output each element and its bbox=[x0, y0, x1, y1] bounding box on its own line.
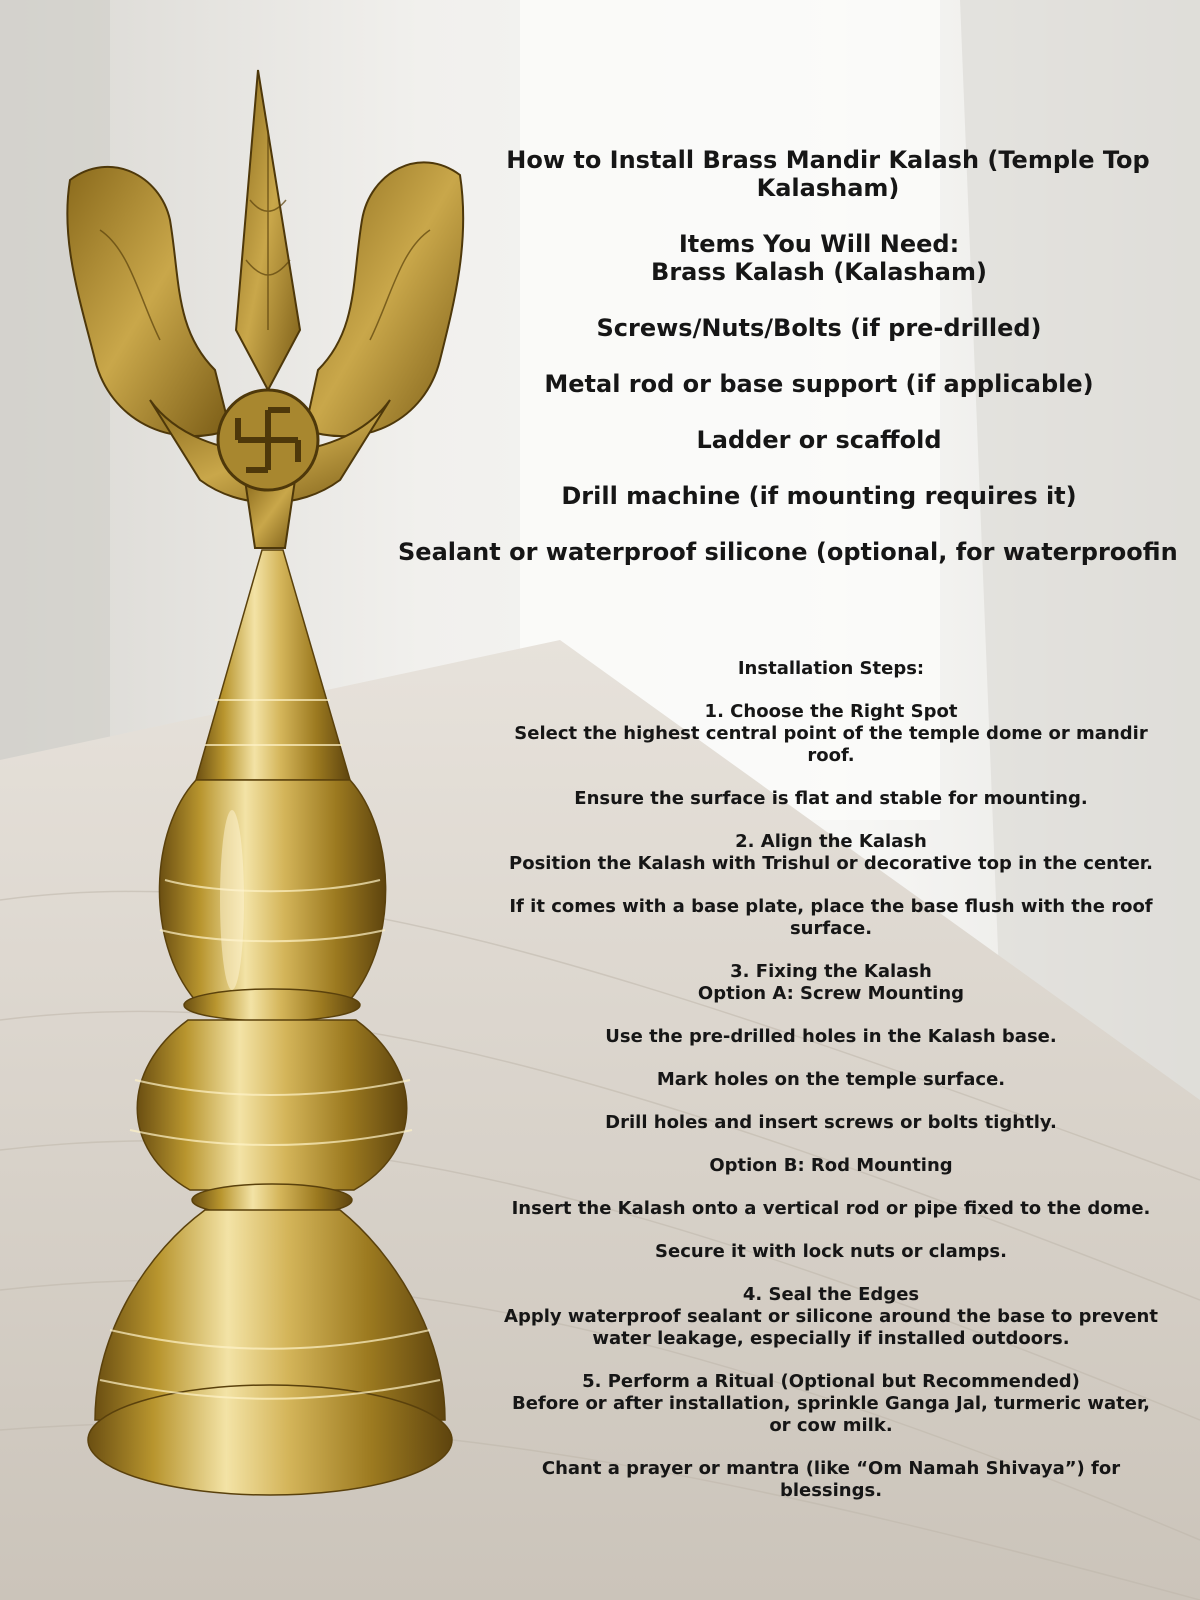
step-line: Chant a prayer or mantra (like “Om Namah Shivaya”) for bbox=[541, 1458, 1121, 1479]
item-brass-kalash: Brass Kalash (Kalasham) bbox=[651, 258, 987, 286]
item-sealant: Sealant or waterproof silicone (optional, for waterproofin bbox=[398, 538, 1178, 566]
kalash-highlight bbox=[220, 810, 244, 990]
page-title-line2: Kalasham) bbox=[756, 174, 900, 202]
step-line: Secure it with lock nuts or clamps. bbox=[655, 1241, 1007, 1262]
step-line: roof. bbox=[807, 745, 855, 766]
step-line: Drill holes and insert screws or bolts tightly. bbox=[605, 1112, 1057, 1133]
item-drill-machine: Drill machine (if mounting requires it) bbox=[561, 482, 1077, 510]
step-line: water leakage, especially if installed outdoors. bbox=[592, 1328, 1070, 1349]
kalash-upper-bulb bbox=[159, 780, 385, 1000]
kalash-middle-bulb bbox=[137, 1020, 407, 1190]
step-line: Insert the Kalash onto a vertical rod or pipe fixed to the dome. bbox=[511, 1198, 1151, 1219]
step-line: surface. bbox=[789, 918, 873, 939]
step-line: 5. Perform a Ritual (Optional but Recommended) bbox=[582, 1371, 1080, 1392]
step-line: blessings. bbox=[779, 1480, 883, 1501]
installation-header: Installation Steps: bbox=[737, 658, 925, 679]
step-line: 1. Choose the Right Spot bbox=[704, 701, 958, 722]
step-line: Use the pre-drilled holes in the Kalash base. bbox=[605, 1026, 1057, 1047]
step-line: 4. Seal the Edges bbox=[742, 1284, 920, 1305]
wall-shadow-panel bbox=[0, 0, 110, 800]
kalash-ring bbox=[184, 989, 360, 1021]
items-needed-header: Items You Will Need: bbox=[678, 230, 960, 258]
item-metal-rod: Metal rod or base support (if applicable) bbox=[544, 370, 1094, 398]
step-line: Select the highest central point of the temple dome or mandir bbox=[514, 723, 1148, 744]
step-line: If it comes with a base plate, place the base flush with the roof bbox=[509, 896, 1153, 917]
step-line: Option A: Screw Mounting bbox=[697, 983, 965, 1004]
kalash-base-plate bbox=[88, 1385, 452, 1495]
step-line: Position the Kalash with Trishul or decorative top in the center. bbox=[509, 853, 1153, 874]
step-line: Before or after installation, sprinkle Ganga Jal, turmeric water, bbox=[511, 1393, 1151, 1414]
step-line: Ensure the surface is flat and stable for mounting. bbox=[574, 788, 1088, 809]
step-line: Option B: Rod Mounting bbox=[709, 1155, 953, 1176]
step-line: Apply waterproof sealant or silicone around the base to prevent bbox=[504, 1306, 1158, 1327]
step-line: Mark holes on the temple surface. bbox=[656, 1069, 1006, 1090]
step-line: 3. Fixing the Kalash bbox=[730, 961, 932, 982]
page-title-line1: How to Install Brass Mandir Kalash (Temple Top bbox=[506, 146, 1150, 174]
item-ladder: Ladder or scaffold bbox=[696, 426, 942, 454]
item-screws: Screws/Nuts/Bolts (if pre-drilled) bbox=[596, 314, 1042, 342]
step-line: or cow milk. bbox=[769, 1415, 893, 1436]
step-line: 2. Align the Kalash bbox=[735, 831, 927, 852]
